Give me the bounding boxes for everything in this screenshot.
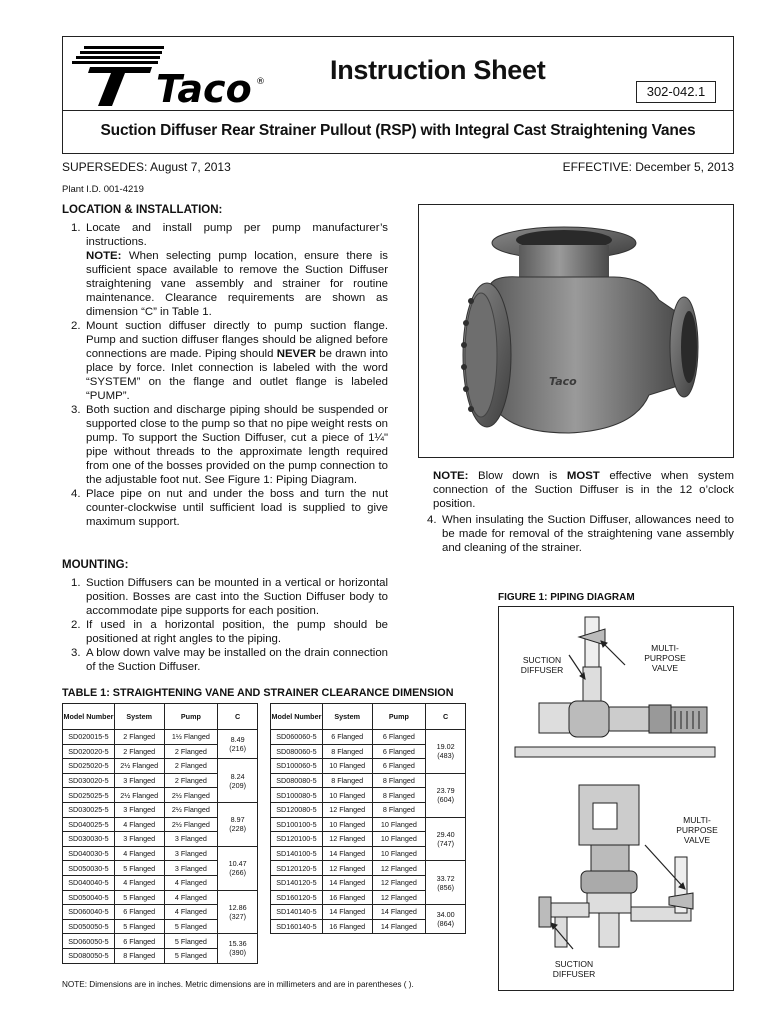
c-dimension-cell: 29.40 (747)	[426, 817, 466, 861]
model-number-cell: SD030020-5	[63, 773, 115, 788]
list-item: 2. If used in a horizontal position, the pump should be positioned at right angles to the piping.	[71, 619, 388, 645]
model-number-cell: SD025020-5	[63, 759, 115, 774]
pump-cell: 6 Flanged	[372, 759, 426, 774]
label-suction-diffuser-top: SUCTION DIFFUSER	[520, 655, 564, 675]
model-number-cell: SD060040-5	[63, 905, 115, 920]
header-divider	[62, 110, 734, 111]
system-cell: 8 Flanged	[322, 773, 372, 788]
system-cell: 3 Flanged	[114, 773, 164, 788]
model-number-cell: SD030030-5	[63, 832, 115, 847]
list-item: 3. A blow down valve may be installed on the drain connection of the Suction Diffuser.	[71, 647, 388, 673]
model-number-cell: SD100060-5	[271, 759, 323, 774]
list-item: 4. When insulating the Suction Diffuser, allowances need to be made for removal of the straightening vane assembly and cleaning of the strainer.	[427, 514, 734, 554]
col-model-number: Model Number	[271, 704, 323, 730]
model-number-cell: SD160120-5	[271, 890, 323, 905]
label-suction-diffuser-bottom: SUCTION DIFFUSER	[552, 959, 596, 979]
system-cell: 4 Flanged	[114, 846, 164, 861]
system-cell: 16 Flanged	[322, 919, 372, 934]
model-number-cell: SD120120-5	[271, 861, 323, 876]
model-number-cell: SD040025-5	[63, 817, 115, 832]
list-item: 4. Place pipe on nut and under the boss and turn the nut counter-clockwise until sufficient load is supplied to give maximum support.	[71, 488, 388, 528]
pump-cell: 2 Flanged	[164, 759, 218, 774]
system-cell: 14 Flanged	[322, 875, 372, 890]
supersedes-date: SUPERSEDES: August 7, 2013	[62, 160, 231, 174]
c-dimension-cell: 8.49 (216)	[218, 730, 258, 759]
model-number-cell: SD020015-5	[63, 730, 115, 745]
col-pump: Pump	[164, 704, 218, 730]
table-note: NOTE: Dimensions are in inches. Metric dimensions are in millimeters and are in parentheses ( ).	[62, 980, 414, 989]
c-dimension-cell: 33.72 (856)	[426, 861, 466, 905]
c-dimension-cell: 23.79 (604)	[426, 773, 466, 817]
clearance-table-right	[270, 703, 466, 934]
pump-cell: 2 Flanged	[164, 773, 218, 788]
model-number-cell: SD025025-5	[63, 788, 115, 803]
system-cell: 8 Flanged	[322, 744, 372, 759]
system-cell: 14 Flanged	[322, 905, 372, 920]
pump-cell: 8 Flanged	[372, 788, 426, 803]
location-heading: LOCATION & INSTALLATION:	[62, 204, 223, 216]
pump-cell: 1½ Flanged	[164, 730, 218, 745]
model-number-cell: SD050040-5	[63, 890, 115, 905]
system-cell: 2½ Flanged	[114, 759, 164, 774]
table-row	[271, 861, 466, 876]
blow-down-note: NOTE: Blow down is MOST effective when system connection of the Suction Diffuser is in the 12 o’clock position.	[433, 470, 734, 510]
pump-cell: 2½ Flanged	[164, 802, 218, 817]
model-number-cell: SD050030-5	[63, 861, 115, 876]
system-cell: 8 Flanged	[114, 948, 164, 963]
table-row	[271, 817, 466, 832]
table-row	[271, 905, 466, 920]
model-number-cell: SD140120-5	[271, 875, 323, 890]
pump-cell: 5 Flanged	[164, 948, 218, 963]
col-c: C	[218, 704, 258, 730]
pump-cell: 4 Flanged	[164, 905, 218, 920]
c-dimension-cell: 8.24 (209)	[218, 759, 258, 803]
model-number-cell: SD140100-5	[271, 846, 323, 861]
pump-cell: 5 Flanged	[164, 934, 218, 949]
photo-logo: Taco	[549, 375, 577, 388]
system-cell: 2 Flanged	[114, 730, 164, 745]
c-dimension-cell: 15.36 (390)	[218, 934, 258, 963]
table-row	[63, 934, 258, 949]
table-row	[271, 730, 466, 745]
list-item: 3. Both suction and discharge piping should be suspended or supported close to the pump so that no pipe weight rests on pump. To support the Suction Diffuser, cut a piece of 1¼" pipe without threads to the approximate length required from one of the bosses provided on the pump connection to the adjustable foot nut. See Figure 1: Piping Diagram.	[71, 404, 388, 486]
effective-date: EFFECTIVE: December 5, 2013	[562, 160, 734, 174]
table-title: TABLE 1: STRAIGHTENING VANE AND STRAINER CLEARANCE DIMENSION	[62, 687, 454, 699]
model-number-cell: SD030025-5	[63, 802, 115, 817]
table-row	[63, 759, 258, 774]
suction-diffuser-photo	[419, 205, 733, 457]
model-number-cell: SD140140-5	[271, 905, 323, 920]
insulation-step	[418, 513, 734, 555]
col-model-number: Model Number	[63, 704, 115, 730]
pump-cell: 12 Flanged	[372, 890, 426, 905]
c-dimension-cell: 12.86 (327)	[218, 890, 258, 934]
table-row	[63, 846, 258, 861]
system-cell: 6 Flanged	[114, 934, 164, 949]
list-item: 1. Suction Diffusers can be mounted in a vertical or horizontal position. Bosses are cast into the Suction Diffuser body to accommodate pipe supports for each position.	[71, 577, 388, 617]
col-system: System	[114, 704, 164, 730]
table-row	[271, 773, 466, 788]
system-cell: 5 Flanged	[114, 919, 164, 934]
model-number-cell: SD100100-5	[271, 817, 323, 832]
table-row	[63, 802, 258, 817]
model-number-cell: SD050050-5	[63, 919, 115, 934]
product-photo-frame	[418, 204, 734, 458]
col-c: C	[426, 704, 466, 730]
mounting-heading: MOUNTING:	[62, 559, 129, 571]
model-number-cell: SD020020-5	[63, 744, 115, 759]
system-cell: 4 Flanged	[114, 875, 164, 890]
model-number-cell: SD080050-5	[63, 948, 115, 963]
document-number: 302-042.1	[636, 81, 716, 103]
clearance-table-left	[62, 703, 258, 964]
pump-cell: 2 Flanged	[164, 744, 218, 759]
col-system: System	[322, 704, 372, 730]
pump-cell: 2½ Flanged	[164, 817, 218, 832]
system-cell: 12 Flanged	[322, 802, 372, 817]
model-number-cell: SD160140-5	[271, 919, 323, 934]
pump-cell: 6 Flanged	[372, 744, 426, 759]
model-number-cell: SD060050-5	[63, 934, 115, 949]
model-number-cell: SD080080-5	[271, 773, 323, 788]
label-multi-purpose-valve-bottom: MULTI- PURPOSE VALVE	[676, 815, 718, 845]
system-cell: 4 Flanged	[114, 817, 164, 832]
c-dimension-cell: 8.97 (228)	[218, 802, 258, 846]
system-cell: 2½ Flanged	[114, 788, 164, 803]
pump-cell: 12 Flanged	[372, 861, 426, 876]
pump-cell: 12 Flanged	[372, 875, 426, 890]
pump-cell: 14 Flanged	[372, 919, 426, 934]
pump-cell: 8 Flanged	[372, 773, 426, 788]
svg-text:®: ®	[256, 77, 265, 87]
table-row	[63, 890, 258, 905]
c-dimension-cell: 34.00 (864)	[426, 905, 466, 934]
pump-cell: 14 Flanged	[372, 905, 426, 920]
model-number-cell: SD080060-5	[271, 744, 323, 759]
col-pump: Pump	[372, 704, 426, 730]
system-cell: 6 Flanged	[114, 905, 164, 920]
list-item: 1. Locate and install pump per pump manufacturer’s instructions. NOTE: When selecting pump location, ensure there is sufficient space available to remove the Suction Diffuser straightening vane assembly and strainer for routine maintenance. Clearance requirements are shown as dimension “C” in Table 1.	[71, 222, 388, 318]
model-number-cell: SD060060-5	[271, 730, 323, 745]
piping-diagram	[498, 606, 734, 991]
system-cell: 14 Flanged	[322, 846, 372, 861]
system-cell: 16 Flanged	[322, 890, 372, 905]
pump-cell: 6 Flanged	[372, 730, 426, 745]
model-number-cell: SD120100-5	[271, 832, 323, 847]
model-number-cell: SD040040-5	[63, 875, 115, 890]
model-number-cell: SD120080-5	[271, 802, 323, 817]
system-cell: 3 Flanged	[114, 832, 164, 847]
pump-cell: 4 Flanged	[164, 890, 218, 905]
system-cell: 6 Flanged	[322, 730, 372, 745]
system-cell: 5 Flanged	[114, 890, 164, 905]
list-item: 2. Mount suction diffuser directly to pump suction flange. Pump and suction diffuser flanges should be aligned before connections are made. Piping should NEVER be drawn into place by force. Inlet connection is labeled with the word “SYSTEM” on the flange and outlet flange is labeled “PUMP”.	[71, 320, 388, 402]
location-steps	[62, 221, 388, 529]
logo-text: Taco	[156, 67, 252, 110]
pump-cell: 4 Flanged	[164, 875, 218, 890]
system-cell: 10 Flanged	[322, 817, 372, 832]
system-cell: 2 Flanged	[114, 744, 164, 759]
system-cell: 5 Flanged	[114, 861, 164, 876]
page-title: Instruction Sheet	[330, 55, 546, 85]
system-cell: 12 Flanged	[322, 861, 372, 876]
c-dimension-cell: 19.02 (483)	[426, 730, 466, 774]
pump-cell: 3 Flanged	[164, 846, 218, 861]
pump-cell: 3 Flanged	[164, 861, 218, 876]
system-cell: 12 Flanged	[322, 832, 372, 847]
table-row	[63, 730, 258, 745]
document-subtitle: Suction Diffuser Rear Strainer Pullout (RSP) with Integral Cast Straightening Vanes	[100, 122, 696, 139]
pump-cell: 8 Flanged	[372, 802, 426, 817]
model-number-cell: SD040030-5	[63, 846, 115, 861]
figure-title: FIGURE 1: PIPING DIAGRAM	[498, 592, 635, 603]
plant-id: Plant I.D. 001-4219	[62, 184, 144, 195]
pump-cell: 5 Flanged	[164, 919, 218, 934]
taco-logo	[70, 40, 270, 110]
mounting-steps	[62, 576, 388, 674]
pump-cell: 10 Flanged	[372, 846, 426, 861]
pump-cell: 2½ Flanged	[164, 788, 218, 803]
pump-cell: 3 Flanged	[164, 832, 218, 847]
c-dimension-cell: 10.47 (266)	[218, 846, 258, 890]
model-number-cell: SD100080-5	[271, 788, 323, 803]
system-cell: 10 Flanged	[322, 788, 372, 803]
pump-cell: 10 Flanged	[372, 832, 426, 847]
label-multi-purpose-valve-top: MULTI- PURPOSE VALVE	[644, 643, 686, 673]
system-cell: 3 Flanged	[114, 802, 164, 817]
pump-cell: 10 Flanged	[372, 817, 426, 832]
system-cell: 10 Flanged	[322, 759, 372, 774]
